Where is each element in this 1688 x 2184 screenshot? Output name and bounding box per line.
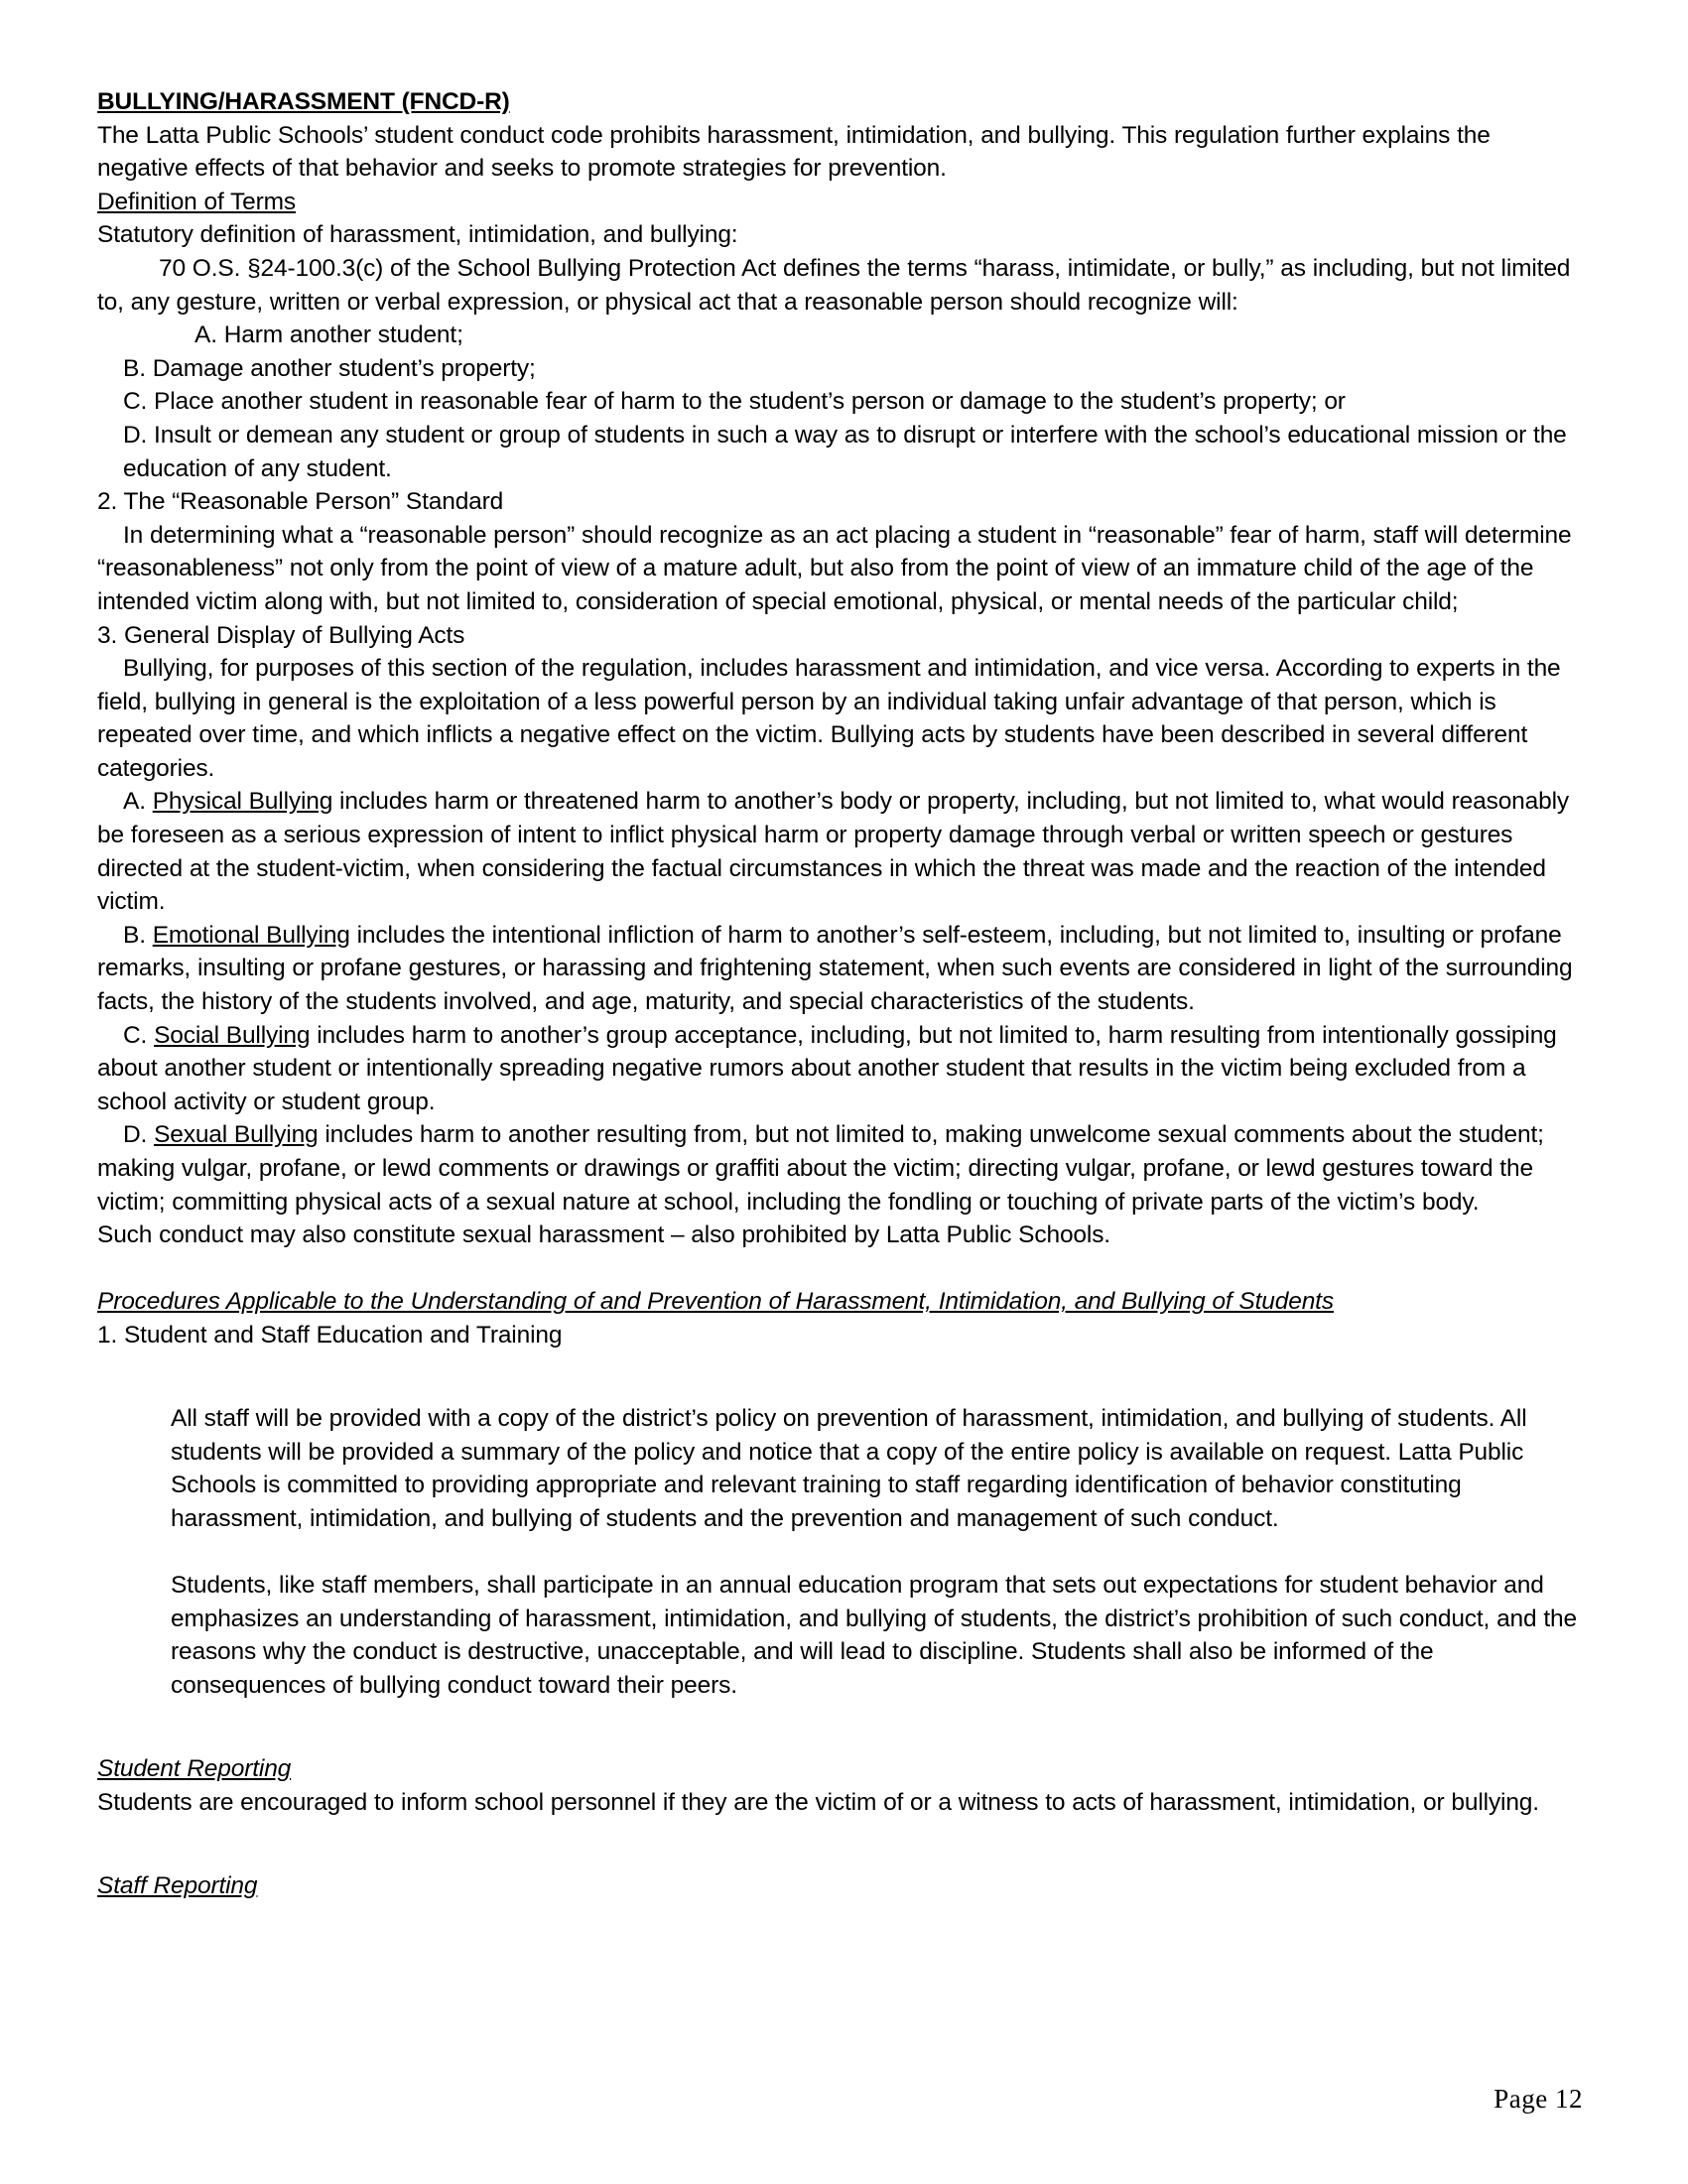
section-3-heading: 3. General Display of Bullying Acts <box>97 621 465 649</box>
category-a-prefix: A. <box>123 788 153 816</box>
category-c-prefix: C. <box>123 1021 155 1049</box>
list-item-b: B. Damage another student’s property; <box>123 354 536 382</box>
statutory-definition-body: 70 O.S. §24-100.3(c) of the School Bullying Protection Act defines the terms “harass, intimidate, or bully,” as including, but not limited to, any gesture, written or verbal expression, or physical act that a reasonable person should recognize will: <box>97 254 1571 316</box>
staff-reporting-heading: Staff Reporting <box>97 1871 258 1899</box>
paragraph-spacer <box>97 1819 1578 1853</box>
procedures-item-1: 1. Student and Staff Education and Training <box>97 1321 563 1349</box>
paragraph-spacer <box>97 1735 1578 1752</box>
such-conduct-paragraph: Such conduct may also constitute sexual harassment – also prohibited by Latta Public Schools. <box>97 1221 1110 1249</box>
paragraph-spacer <box>97 1385 1578 1402</box>
document-body <box>97 85 1578 1902</box>
list-item-a: A. Harm another student; <box>195 321 463 349</box>
category-a-physical-bullying <box>97 785 1578 918</box>
page-number: Page 12 <box>1493 2084 1583 2114</box>
category-b-emotional-bullying <box>97 919 1578 1019</box>
list-item-d: D. Insult or demean any student or group of students in such a way as to disrupt or interfere with the school’s educational mission or the education of any student. <box>123 421 1567 482</box>
category-d-text: includes harm to another resulting from, but not limited to, making unwelcome sexual comments about the student; making vulgar, profane, or lewd comments or drawings or graffiti about the victim; directing vulgar, profane, or lewd gestures toward the victim; committing physical acts of a sexual nature at school, including the fondling or touching of private parts of the victim’s body. <box>97 1121 1544 1216</box>
procedures-heading: Procedures Applicable to the Understanding of and Prevention of Harassment, Intimidation, and Bullying of Students <box>97 1288 1334 1316</box>
category-c-term: Social Bullying <box>154 1021 311 1049</box>
category-a-text: includes harm or threatened harm to another’s body or property, including, but not limited to, what would reasonably be foreseen as a serious expression of intent to inflict physical harm or property damage through verbal or written speech or gestures directed at the student-victim, when considering the factual circumstances in which the threat was made and the reaction of the intended victim. <box>97 788 1569 916</box>
category-c-social-bullying <box>97 1019 1578 1119</box>
category-d-term: Sexual Bullying <box>154 1121 319 1149</box>
category-d-prefix: D. <box>123 1121 155 1149</box>
paragraph-spacer <box>97 1703 1578 1736</box>
paragraph-spacer <box>97 1252 1578 1286</box>
definition-of-terms-heading: Definition of Terms <box>97 188 296 215</box>
category-d-sexual-bullying <box>97 1118 1578 1219</box>
list-item-c: C. Place another student in reasonable fear of harm to the student’s person or damage to the student’s property; or <box>123 388 1346 416</box>
category-a-term: Physical Bullying <box>152 788 333 816</box>
section-2-body: In determining what a “reasonable person” should recognize as an act placing a student in “reasonable” fear of harm, staff will determine “reasonableness” not only from the point of view of a mature adult, but also from the point of view of an immature child of the age of the intended victim along with, but not limited to, consideration of special emotional, physical, or mental needs of the particular child; <box>97 521 1572 615</box>
section-3-body: Bullying, for purposes of this section of the regulation, includes harassment and intimidation, and vice versa. According to experts in the field, bullying in general is the exploitation of a less powerful person by an individual taking unfair advantage of that person, which is repeated over time, and which inflicts a negative effect on the victim. Bullying acts by students have been described in several different categories. <box>97 655 1561 782</box>
staff-copy-paragraph: All staff will be provided with a copy of the district’s policy on prevention of harassment, intimidation, and bullying of students. All students will be provided a summary of the policy and notice that a copy of the entire policy is available on request. Latta Public Schools is committed to providing appropriate and relevant training to staff regarding identification of behavior constituting harassment, intimidation, and bullying of students and the prevention and management of such conduct. <box>171 1405 1527 1532</box>
category-b-text: includes the intentional infliction of harm to another’s self-esteem, including, but not limited to, insulting or profane remarks, insulting or profane gestures, or harassing and frightening statement, when such events are considered in light of the surrounding facts, the history of the students involved, and age, maturity, and special characteristics of the students. <box>97 921 1573 1016</box>
section-2-heading: 2. The “Reasonable Person” Standard <box>97 488 504 516</box>
students-program-paragraph: Students, like staff members, shall participate in an annual education program that sets out expectations for student behavior and emphasizes an understanding of harassment, intimidation, and bullying of students, the district’s prohibition of such conduct, and the reasons why the conduct is destructive, unacceptable, and will lead to discipline. Students shall also be informed of the consequences of bullying conduct toward their peers. <box>171 1572 1577 1699</box>
student-reporting-heading: Student Reporting <box>97 1755 292 1783</box>
intro-paragraph: The Latta Public Schools’ student conduct code prohibits harassment, intimidation, and bullying. This regulation further explains the negative effects of that behavior and seeks to promote strategies for prevention. <box>97 121 1491 183</box>
category-c-text: includes harm to another’s group acceptance, including, but not limited to, harm resulting from intentionally gossiping about another student or intentionally spreading negative rumors about another student that results in the victim being excluded from a school activity or student group. <box>97 1021 1557 1115</box>
student-reporting-body: Students are encouraged to inform school personnel if they are the victim of or a witness to acts of harassment, intimidation, or bullying. <box>97 1788 1539 1816</box>
paragraph-spacer <box>97 1536 1578 1570</box>
page-title: BULLYING/HARASSMENT (FNCD-R) <box>97 88 510 115</box>
category-b-prefix: B. <box>123 921 153 949</box>
paragraph-spacer <box>97 1853 1578 1869</box>
statutory-definition-lead: Statutory definition of harassment, intimidation, and bullying: <box>97 221 738 249</box>
category-b-term: Emotional Bullying <box>152 921 350 949</box>
paragraph-spacer <box>97 1352 1578 1386</box>
